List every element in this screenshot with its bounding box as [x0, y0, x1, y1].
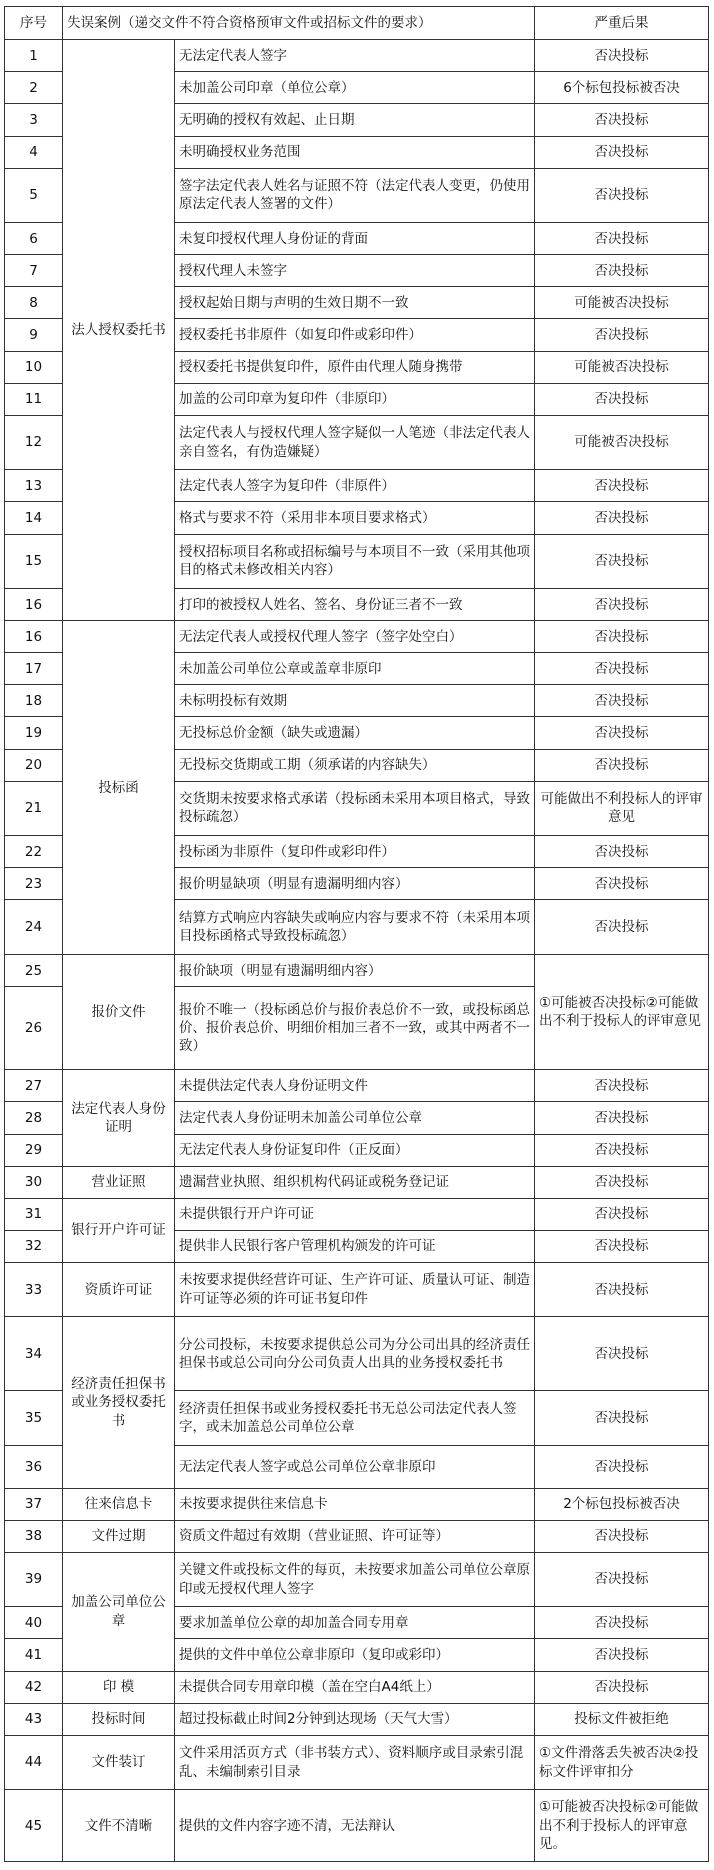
result-cell: 否决投标 [535, 589, 709, 621]
result-cell: 否决投标 [535, 1552, 709, 1607]
category-cell: 投标函 [63, 621, 175, 955]
row-number: 12 [5, 415, 63, 470]
case-description: 未提供合同专用章印模（盖在空白A4纸上） [175, 1671, 535, 1703]
case-description: 经济责任担保书或业务授权委托书无总公司法定代表人签字，或未加盖总公司单位公章 [175, 1391, 535, 1446]
table-row [5, 1198, 709, 1230]
row-number: 21 [5, 781, 63, 836]
row-number: 1 [5, 40, 63, 72]
result-cell: 否决投标 [535, 1262, 709, 1317]
table-row [5, 1488, 709, 1520]
row-number: 23 [5, 868, 63, 900]
table-row [5, 1070, 709, 1102]
case-description: 资质文件超过有效期（营业证照、许可证等） [175, 1520, 535, 1552]
row-number: 43 [5, 1703, 63, 1735]
result-cell: 可能被否决投标 [535, 415, 709, 470]
row-number: 30 [5, 1166, 63, 1198]
category-cell: 报价文件 [63, 955, 175, 1070]
result-cell: ①可能被否决投标②可能做出不利于投标人的评审意见 [535, 955, 709, 1070]
result-cell: 否决投标 [535, 1671, 709, 1703]
row-number: 7 [5, 255, 63, 287]
row-number: 3 [5, 104, 63, 136]
case-description: 授权委托书提供复印件，原件由代理人随身携带 [175, 351, 535, 383]
row-number: 9 [5, 319, 63, 351]
case-description: 法定代表人身份证明未加盖公司单位公章 [175, 1102, 535, 1134]
case-description: 无投标总价金额（缺失或遗漏） [175, 717, 535, 749]
table-row [5, 40, 709, 72]
row-number: 45 [5, 1790, 63, 1862]
table-row [5, 1703, 709, 1735]
row-number: 15 [5, 534, 63, 589]
result-cell: 否决投标 [535, 168, 709, 223]
row-number: 41 [5, 1639, 63, 1671]
case-description: 文件采用活页方式（非书装方式）、资料顺序或目录索引混乱、未编制索引目录 [175, 1735, 535, 1790]
result-cell: 否决投标 [535, 1102, 709, 1134]
category-cell: 法人授权委托书 [63, 40, 175, 621]
category-cell: 资质许可证 [63, 1262, 175, 1317]
row-number: 36 [5, 1445, 63, 1488]
case-description: 超过投标截止时间2分钟到达现场（天气大雪） [175, 1703, 535, 1735]
result-cell: 否决投标 [535, 1445, 709, 1488]
category-cell: 加盖公司单位公章 [63, 1552, 175, 1671]
case-description: 投标函为非原件（复印件或彩印件） [175, 836, 535, 868]
result-cell: 否决投标 [535, 136, 709, 168]
row-number: 44 [5, 1735, 63, 1790]
header-result: 严重后果 [535, 7, 709, 40]
category-cell: 文件过期 [63, 1520, 175, 1552]
case-description: 法定代表人签字为复印件（非原件） [175, 470, 535, 502]
result-cell: 否决投标 [535, 1230, 709, 1262]
row-number: 24 [5, 900, 63, 955]
table-row [5, 621, 709, 653]
case-description: 要求加盖单位公章的却加盖合同专用章 [175, 1607, 535, 1639]
case-description: 提供的文件中单位公章非原印（复印或彩印） [175, 1639, 535, 1671]
row-number: 27 [5, 1070, 63, 1102]
result-cell: 否决投标 [535, 836, 709, 868]
row-number: 13 [5, 470, 63, 502]
row-number: 6 [5, 223, 63, 255]
row-number: 4 [5, 136, 63, 168]
row-number: 20 [5, 749, 63, 781]
case-description: 报价明显缺项（明显有遗漏明细内容） [175, 868, 535, 900]
result-cell: 否决投标 [535, 1607, 709, 1639]
table-row [5, 955, 709, 987]
table-row [5, 1735, 709, 1790]
category-cell: 往来信息卡 [63, 1488, 175, 1520]
result-cell: 2个标包投标被否决 [535, 1488, 709, 1520]
row-number: 42 [5, 1671, 63, 1703]
case-description: 授权招标项目名称或招标编号与本项目不一致（采用其他项目的格式未修改相关内容） [175, 534, 535, 589]
result-cell: ①文件滑落丢失被否决②投标文件评审扣分 [535, 1735, 709, 1790]
case-description: 签字法定代表人姓名与证照不符（法定代表人变更，仍使用原法定代表人签署的文件） [175, 168, 535, 223]
result-cell: ①可能被否决投标②可能做出不利于投标人的评审意见。 [535, 1790, 709, 1862]
case-description: 分公司投标，未按要求提供总公司为分公司出具的经济责任担保书或总公司向分公司负责人出具的业务授权委托书 [175, 1317, 535, 1391]
case-description: 法定代表人与授权代理人签字疑似一人笔迹（非法定代表人亲自签名，有伪造嫌疑） [175, 415, 535, 470]
result-cell: 否决投标 [535, 621, 709, 653]
row-number: 16 [5, 589, 63, 621]
case-description: 无明确的授权有效起、止日期 [175, 104, 535, 136]
case-description: 授权委托书非原件（如复印件或彩印件） [175, 319, 535, 351]
row-number: 31 [5, 1198, 63, 1230]
row-number: 33 [5, 1262, 63, 1317]
result-cell: 否决投标 [535, 1391, 709, 1446]
row-number: 5 [5, 168, 63, 223]
result-cell: 否决投标 [535, 685, 709, 717]
result-cell: 否决投标 [535, 717, 709, 749]
row-number: 25 [5, 955, 63, 987]
row-number: 40 [5, 1607, 63, 1639]
category-cell: 法定代表人身份证明 [63, 1070, 175, 1166]
result-cell: 否决投标 [535, 470, 709, 502]
result-cell: 否决投标 [535, 255, 709, 287]
row-number: 37 [5, 1488, 63, 1520]
case-description: 授权代理人未签字 [175, 255, 535, 287]
case-description: 交货期未按要求格式承诺（投标函未采用本项目格式，导致投标疏忽） [175, 781, 535, 836]
result-cell: 否决投标 [535, 223, 709, 255]
case-description: 无法定代表人签字或总公司单位公章非原印 [175, 1445, 535, 1488]
row-number: 28 [5, 1102, 63, 1134]
result-cell: 否决投标 [535, 1166, 709, 1198]
result-cell: 投标文件被拒绝 [535, 1703, 709, 1735]
row-number: 38 [5, 1520, 63, 1552]
case-description: 未按要求提供经营许可证、生产许可证、质量认可证、制造许可证等必须的许可证书复印件 [175, 1262, 535, 1317]
header-row [5, 7, 709, 40]
table-row [5, 1262, 709, 1317]
case-description: 无法定代表人身份证复印件（正反面） [175, 1134, 535, 1166]
row-number: 32 [5, 1230, 63, 1262]
case-description: 加盖的公司印章为复印件（非原印） [175, 383, 535, 415]
category-cell: 营业证照 [63, 1166, 175, 1198]
result-cell: 否决投标 [535, 868, 709, 900]
category-cell: 文件不清晰 [63, 1790, 175, 1862]
result-cell: 可能被否决投标 [535, 351, 709, 383]
category-cell: 银行开户许可证 [63, 1198, 175, 1262]
case-description: 遗漏营业执照、组织机构代码证或税务登记证 [175, 1166, 535, 1198]
result-cell: 否决投标 [535, 40, 709, 72]
case-description: 关键文件或投标文件的每页，未按要求加盖公司单位公章原印或无授权代理人签字 [175, 1552, 535, 1607]
result-cell: 否决投标 [535, 749, 709, 781]
table-row [5, 1790, 709, 1862]
result-cell: 否决投标 [535, 1639, 709, 1671]
row-number: 11 [5, 383, 63, 415]
result-cell: 否决投标 [535, 900, 709, 955]
result-cell: 否决投标 [535, 534, 709, 589]
case-description: 未标明投标有效期 [175, 685, 535, 717]
result-cell: 6个标包投标被否决 [535, 72, 709, 104]
row-number: 14 [5, 502, 63, 534]
row-number: 35 [5, 1391, 63, 1446]
case-description: 报价不唯一（投标函总价与报价表总价不一致，或投标函总价、报价表总价、明细价相加三者不一致，或其中两者不一致） [175, 987, 535, 1070]
case-description: 报价缺项（明显有遗漏明细内容） [175, 955, 535, 987]
case-description: 提供非人民银行客户管理机构颁发的许可证 [175, 1230, 535, 1262]
table-body [5, 7, 709, 1862]
case-description: 授权起始日期与声明的生效日期不一致 [175, 287, 535, 319]
result-cell: 可能被否决投标 [535, 287, 709, 319]
category-cell: 投标时间 [63, 1703, 175, 1735]
case-description: 未按要求提供往来信息卡 [175, 1488, 535, 1520]
result-cell: 可能做出不利投标人的评审意见 [535, 781, 709, 836]
case-description: 未提供银行开户许可证 [175, 1198, 535, 1230]
category-cell: 文件装订 [63, 1735, 175, 1790]
row-number: 34 [5, 1317, 63, 1391]
category-cell: 经济责任担保书或业务授权委托书 [63, 1317, 175, 1488]
result-cell: 否决投标 [535, 653, 709, 685]
result-cell: 否决投标 [535, 1520, 709, 1552]
table-row [5, 1317, 709, 1391]
row-number: 10 [5, 351, 63, 383]
result-cell: 否决投标 [535, 1198, 709, 1230]
case-description: 无法定代表人或授权代理人签字（签字处空白） [175, 621, 535, 653]
result-cell: 否决投标 [535, 1070, 709, 1102]
row-number: 2 [5, 72, 63, 104]
row-number: 18 [5, 685, 63, 717]
case-description: 无投标交货期或工期（须承诺的内容缺失） [175, 749, 535, 781]
result-cell: 否决投标 [535, 104, 709, 136]
row-number: 29 [5, 1134, 63, 1166]
header-case: 失误案例（递交文件不符合资格预审文件或招标文件的要求） [63, 7, 535, 40]
row-number: 17 [5, 653, 63, 685]
case-description: 未明确授权业务范围 [175, 136, 535, 168]
case-description: 未加盖公司单位公章或盖章非原印 [175, 653, 535, 685]
result-cell: 否决投标 [535, 319, 709, 351]
header-no: 序号 [5, 7, 63, 40]
table-row [5, 1166, 709, 1198]
case-description: 未复印授权代理人身份证的背面 [175, 223, 535, 255]
row-number: 26 [5, 987, 63, 1070]
bid-errors-table [4, 6, 709, 1862]
case-description: 打印的被授权人姓名、签名、身份证三者不一致 [175, 589, 535, 621]
result-cell: 否决投标 [535, 383, 709, 415]
row-number: 19 [5, 717, 63, 749]
table-row [5, 1552, 709, 1607]
table-row [5, 1671, 709, 1703]
case-description: 无法定代表人签字 [175, 40, 535, 72]
table-row [5, 1520, 709, 1552]
case-description: 未提供法定代表人身份证明文件 [175, 1070, 535, 1102]
case-description: 格式与要求不符（采用非本项目要求格式） [175, 502, 535, 534]
case-description: 提供的文件内容字迹不清，无法辩认 [175, 1790, 535, 1862]
row-number: 16 [5, 621, 63, 653]
row-number: 8 [5, 287, 63, 319]
case-description: 未加盖公司印章（单位公章） [175, 72, 535, 104]
case-description: 结算方式响应内容缺失或响应内容与要求不符（未采用本项目投标函格式导致投标疏忽） [175, 900, 535, 955]
category-cell: 印 模 [63, 1671, 175, 1703]
row-number: 22 [5, 836, 63, 868]
result-cell: 否决投标 [535, 1317, 709, 1391]
result-cell: 否决投标 [535, 502, 709, 534]
row-number: 39 [5, 1552, 63, 1607]
result-cell: 否决投标 [535, 1134, 709, 1166]
